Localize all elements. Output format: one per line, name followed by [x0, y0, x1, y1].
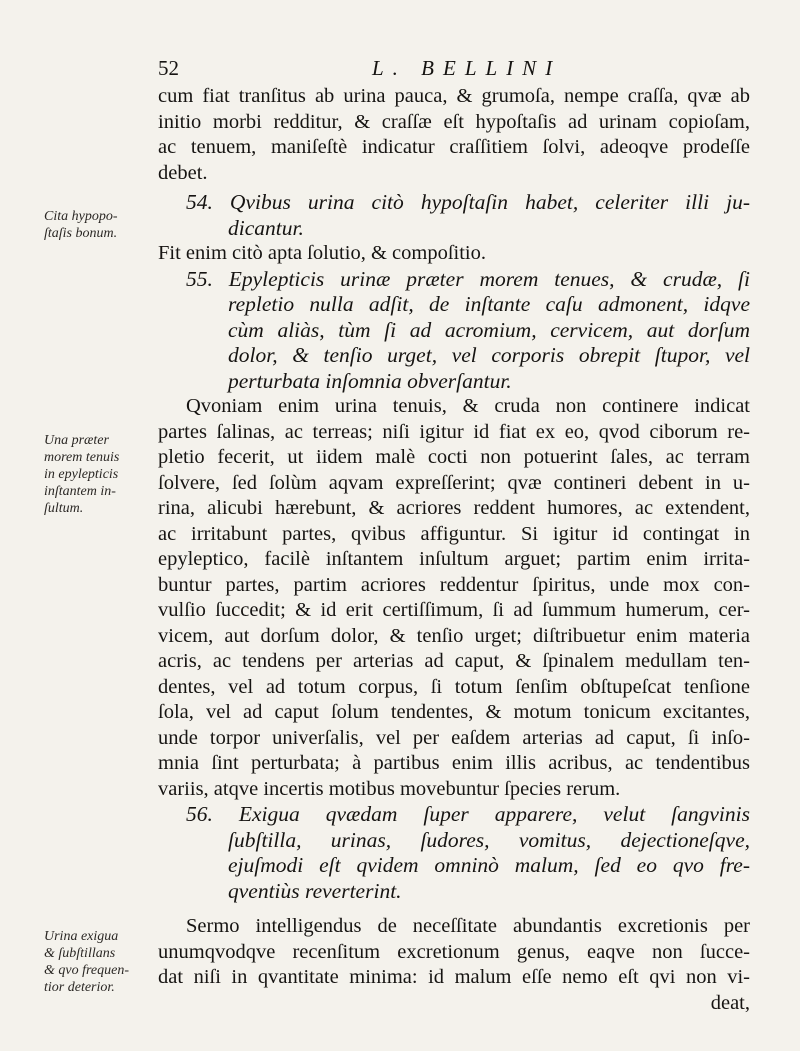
text-line: ac tenuem, maniſeſtè indicatur craſſitiem ſolvi, adeoqve prodeſſe: [158, 136, 750, 158]
page-header: [158, 56, 748, 84]
aphorism-55-line: cùm aliàs, tùm ſi ad acromium, cervicem, aut dorſum: [228, 317, 750, 342]
margin-note-line: & ſubſtillans: [44, 946, 116, 961]
margin-note-line: Urina exigua: [44, 929, 119, 944]
comment-55-line: dentes, vel ad totum corpus, ſi totum ſenſim obſtupeſcat tenſione: [158, 675, 750, 698]
comment-55-line: rina, alicubi hærebunt, & acriores reddent humores, ac extendent,: [158, 497, 750, 519]
text-line: debet.: [158, 161, 208, 184]
margin-note-line: Cita hypopo-: [44, 209, 118, 224]
running-head: L. BELLINI: [372, 56, 562, 80]
aphorism-56-line: ejuſmodi eſt qvidem omninò malum, ſed eo qvo fre-: [228, 853, 750, 877]
page-number: 52: [158, 56, 179, 80]
margin-note-line: ſtaſis bonum.: [44, 226, 118, 241]
margin-note-line: in epylepticis: [44, 467, 119, 482]
comment-55-line: acris, ac tendens per arterias ad caput, & ſpinalem medullam ten-: [158, 650, 750, 672]
margin-note-line: inſtantem in-: [44, 484, 116, 499]
aphorism-55-line: perturbata inſomnia obverſantur.: [228, 368, 512, 393]
margin-note-line: ſultum.: [44, 501, 84, 516]
aphorism-55-line: dolor, & tenſio urget, vel corporis obrepit ſtupor, vel: [228, 343, 750, 367]
comment-55-line: epyleptico, facilè inſtantem inſultum arguet; partim enim irrita-: [158, 548, 750, 570]
aphorism-56-line: 56. Exigua qvædam ſuper apparere, velut ſangvinis: [186, 802, 750, 826]
comment-55-line: ſola, vel ad caput ſolum tendentes, & motum tonicum excitantes,: [158, 701, 750, 723]
aphorism-54-line: dicantur.: [228, 215, 304, 240]
comment-55-line: partes ſalinas, ac terreas; niſi igitur id fiat ex eo, qvod ciborum re-: [158, 420, 750, 443]
comment-55-line: ac irritabunt partes, qvibus affiguntur. Si igitur id contingat in: [158, 522, 750, 545]
comment-55-line: variis, atqve incertis motibus movebuntur ſpecies rerum.: [158, 777, 621, 800]
text-line: initio morbi redditur, & craſſæ eſt hypoſtaſis ad urinam copioſam,: [158, 110, 750, 133]
aphorism-54-line: 54. Qvibus urina citò hypoſtaſin habet, celeriter illi ju-: [186, 190, 750, 214]
margin-note-line: & qvo frequen-: [44, 963, 130, 978]
comment-56-line: unumqvodqve recenſitum excretionum genus, eaqve non ſucce-: [158, 940, 750, 963]
margin-note-line: Una præter: [44, 433, 109, 448]
comment-55-line: Qvoniam enim urina tenuis, & cruda non continere indicat: [186, 395, 750, 417]
body-text: [158, 84, 750, 1016]
margin-note-epyleptic: [44, 432, 156, 517]
margin-note-urina-exigua: [44, 928, 156, 996]
aphorism-55-line: 55. Epylepticis urinæ præter morem tenues, & crudæ, ſi: [186, 266, 750, 291]
margin-note-hypostasis: [44, 208, 156, 242]
comment-55-line: ſolvere, ſed ſolùm aqvam expreſſerint; qvæ contineri debent in u-: [158, 471, 750, 494]
comment-55-line: vicem, aut dorſum dolor, & tenſio urget; diſtribuetur enim materia: [158, 624, 750, 647]
comment-55-line: buntur partes, partim acriores reddentur ſpiritus, unde mox con-: [158, 573, 750, 596]
margin-note-line: tior deterior.: [44, 980, 115, 995]
margin-note-line: morem tenuis: [44, 450, 120, 465]
comment-54: Fit enim citò apta ſolutio, & compoſitio.: [158, 242, 486, 264]
text-line: cum fiat tranſitus ab urina pauca, & grumoſa, nempe craſſa, qvæ ab: [158, 85, 750, 107]
aphorism-56-line: ſubſtilla, urinas, ſudores, vomitus, dejectioneſqve,: [228, 827, 750, 852]
comment-55-line: unde torpor univerſalis, vel per eaſdem arterias ad caput, ſi inſo-: [158, 726, 750, 749]
comment-56-line: Sermo intelligendus de neceſſitate abundantis excretionis per: [186, 915, 750, 937]
catchword: deat,: [710, 991, 750, 1014]
aphorism-56-line: qventiùs reverterint.: [228, 878, 402, 903]
aphorism-55-line: repletio nulla adſit, de inſtante caſu admonent, idqve: [228, 292, 750, 316]
comment-55-line: mnia ſint perturbata; à partibus enim illis acribus, ac tendentibus: [158, 752, 750, 774]
comment-55-line: vulſio ſuccedit; & id erit certiſſimum, ſi ad ſummum humerum, cer-: [158, 599, 750, 621]
comment-56-line: dat niſi in qvantitate minima: id malum eſſe nemo eſt qvi non vi-: [158, 966, 750, 988]
comment-55-line: pletio fecerit, ut iidem malè cocti non potuerint ſales, ac terram: [158, 446, 750, 468]
